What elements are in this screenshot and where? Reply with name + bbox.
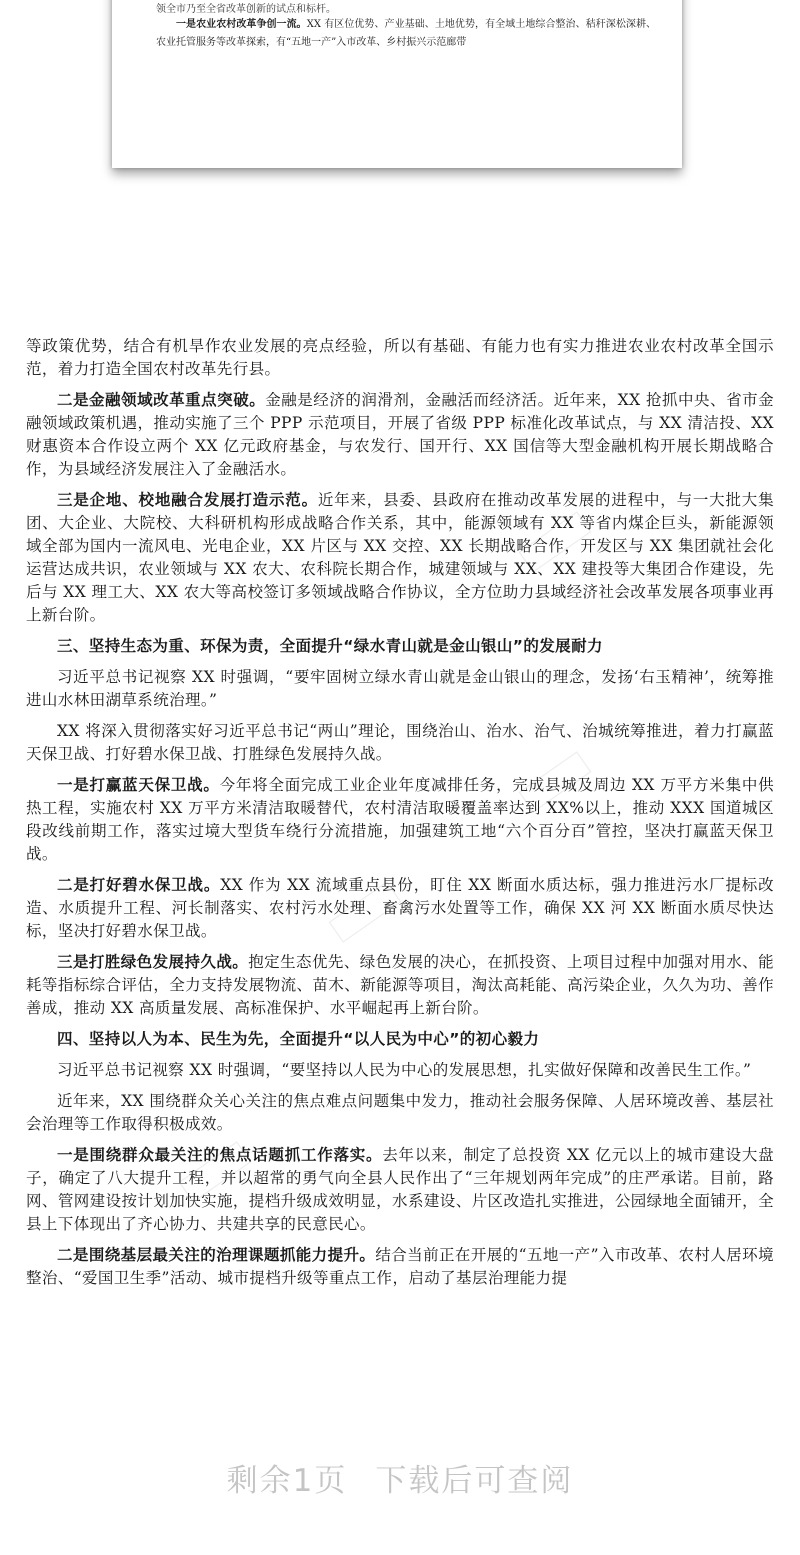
paragraph-lead-heading: 一是围绕群众最关注的焦点话题抓工作落实。 — [57, 1146, 383, 1164]
paragraph-text: 近年来，XX 围绕群众关心关注的焦点难点问题集中发力，推动社会服务保障、人居环境改善、基层社会治理等工作取得积极成效。 — [26, 1092, 774, 1133]
paragraph-lead-heading: 三是打胜绿色发展持久战。 — [57, 953, 249, 971]
paragraph-text: XX 将深入贯彻落实好习近平总书记“两山”理论，围绕治山、治水、治气、治城统筹推进，着力打赢蓝天保卫战、打好碧水保卫战、打胜绿色发展持久战。 — [26, 722, 774, 763]
preview-line: 领全市乃至全省改革创新的试点和标杆。 — [156, 4, 336, 15]
download-to-view-label[interactable]: 下载后可查阅 — [375, 1463, 574, 1499]
paragraph-lead-heading: 三是企地、校地融合发展打造示范。 — [57, 491, 318, 509]
download-prompt[interactable] — [0, 1455, 800, 1500]
document-preview-area — [0, 0, 800, 300]
paragraph-text: 今年将全面完成工业企业年度减排任务，完成县城及周边 XX 万平方米集中供热工程，实施农村 XX 万平方米清洁取暖替代，农村清洁取暖覆盖率达到 XX%以上，推动 XXX 国道城区段改线前期工作，落实过境大型货车绕行分流措施，加强建筑工地“六个百分百”管控，坚决打赢蓝天保卫战。 — [26, 776, 774, 863]
paragraph-lead-heading: 二是打好碧水保卫战。 — [57, 876, 221, 894]
preview-paragraph-text: XX 有区位优势、产业基础、土地优势，有全域土地综合整治、秸秆深松深耕、农业托管服务等改革探索，有“五地一产”入市改革、乡村振兴示范廊带 — [156, 19, 657, 48]
paragraph-text: 等政策优势，结合有机旱作农业发展的亮点经验，所以有基础、有能力也有实力推进农业农村改革全国示范，着力打造全国农村改革先行县。 — [26, 337, 774, 378]
body-paragraph — [26, 774, 774, 866]
remaining-pages-label: 剩余1页 — [226, 1463, 348, 1499]
paragraph-text: 习近平总书记视察 XX 时强调，“要牢固树立绿水青山就是金山银山的理念，发扬‘右玉精神’，统筹推进山水林田湖草系统治理。” — [26, 668, 774, 709]
paragraph-text: 近年来，县委、县政府在推动改革发展的进程中，与一大批大集团、大企业、大院校、大科研机构形成战略合作关系，其中，能源领域有 XX 等省内煤企巨头，新能源领域全部为国内一流风电、光电企业，XX 片区与 XX 交控、XX 长期战略合作，开发区与 XX 集团就社会化运营达成共识，农业领域与 XX 农大、农科院长期合作，城建领域与 XX、XX 建投等大集团合作建设，先后与 XX 理工大、XX 农大等高校签订多领域战略合作协议，全方位助力县域经济社会改革发展各项事业再上新台阶。 — [26, 491, 774, 624]
body-paragraph — [26, 389, 774, 481]
body-paragraph — [26, 1244, 774, 1290]
paragraph-lead-heading: 二是金融领域改革重点突破。 — [57, 391, 266, 409]
section-heading: 四、坚持以人为本、民生为先，全面提升“以人民为中心”的初心毅力 — [57, 1030, 540, 1048]
body-paragraph — [26, 489, 774, 627]
body-paragraph — [26, 874, 774, 943]
body-paragraph — [26, 335, 774, 381]
body-paragraph — [26, 1144, 774, 1236]
section-heading: 三、坚持生态为重、环保为责，全面提升“绿水青山就是金山银山”的发展耐力 — [57, 637, 603, 655]
body-paragraph — [26, 666, 774, 712]
body-paragraph — [26, 1059, 774, 1082]
preview-paragraph — [156, 16, 656, 52]
paragraph-lead-heading: 二是围绕基层最关注的治理课题抓能力提升。 — [57, 1246, 376, 1264]
document-body — [26, 335, 774, 1298]
paragraph-text: 金融是经济的润滑剂，金融活而经济活。近年来，XX 抢抓中央、省市金融领域政策机遇，推动实施了三个 PPP 示范项目，开展了省级 PPP 标准化改革试点，与 XX 清洁投、XX 财惠资本合作设立两个 XX 亿元政府基金，与农发行、国开行、XX 国信等大型金融机构开展长期战略合作，为县域经济发展注入了金融活水。 — [26, 391, 775, 478]
paragraph-text: 去年以来，制定了总投资 XX 亿元以上的城市建设大盘子，确定了八大提升工程，并以超常的勇气向全县人民作出了“三年规划两年完成”的庄严承诺。目前，路网、管网建设按计划加快实施，提档升级成效明显，水系建设、片区改造扎实推进，公园绿地全面铺开，全县上下体现出了齐心协力、共建共享的民意民心。 — [26, 1146, 774, 1233]
paragraph-text: 抱定生态优先、绿色发展的决心，在抓投资、上项目过程中加强对用水、能耗等指标综合评估，全力支持发展物流、苗木、新能源等项目，淘汰高耗能、高污染企业，久久为功、善作善成，推动 XX 高质量发展、高标准保护、水平崛起再上新台阶。 — [26, 953, 775, 1017]
body-paragraph — [26, 720, 774, 766]
body-paragraph — [26, 1090, 774, 1136]
body-paragraph — [26, 951, 774, 1020]
page-preview-card — [112, 0, 682, 168]
preview-paragraph-heading: 一是农业农村改革争创一流。 — [176, 19, 307, 30]
paragraph-text: 习近平总书记视察 XX 时强调，“要坚持以人民为中心的发展思想，扎实做好保障和改善民生工作。” — [57, 1061, 752, 1079]
paragraph-text: 结合当前正在开展的“五地一产”入市改革、农村人居环境整治、“爱国卫生季”活动、城市提档升级等重点工作，启动了基层治理能力提 — [26, 1246, 774, 1287]
paragraph-text: XX 作为 XX 流域重点县份，盯住 XX 断面水质达标，强力推进污水厂提标改造、水质提升工程、河长制落实、农村污水处理、畜禽污水处置等工作，确保 XX 河 XX 断面水质尽快达标，坚决打好碧水保卫战。 — [26, 876, 774, 940]
paragraph-lead-heading: 一是打赢蓝天保卫战。 — [57, 776, 220, 794]
